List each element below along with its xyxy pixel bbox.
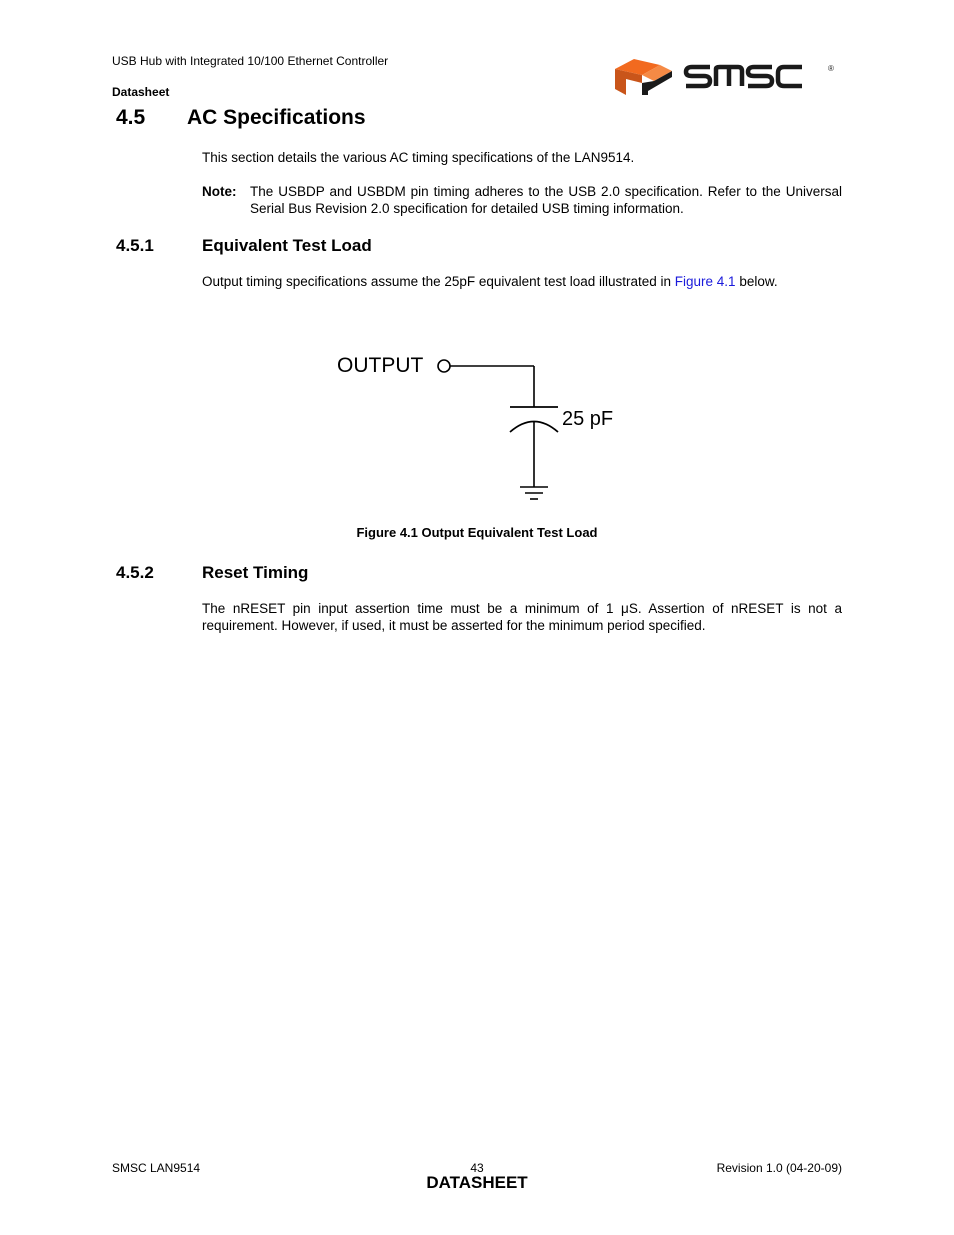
smsc-logo-icon xyxy=(612,55,837,97)
footer-page-number: 43 xyxy=(470,1161,484,1175)
doc-type: Datasheet xyxy=(112,85,170,99)
test-load-diagram xyxy=(330,345,630,510)
note-label: Note: xyxy=(202,184,237,199)
cap-label: 25 pF xyxy=(562,408,614,430)
sub1-title: Equivalent Test Load xyxy=(202,236,372,255)
figure-caption: Figure 4.1 Output Equivalent Test Load xyxy=(356,525,598,540)
output-label: OUTPUT xyxy=(337,354,424,377)
note-text: The USBDP and USBDM pin timing adheres to the USB 2.0 specification. Refer to the Universal Serial Bus Revision 2.0 specification for detailed USB timing information. xyxy=(250,184,842,216)
doc-title: USB Hub with Integrated 10/100 Ethernet Controller xyxy=(112,54,389,68)
sub1-paragraph xyxy=(202,273,842,290)
sub1-number: 4.5.1 xyxy=(116,236,154,255)
footer-left: SMSC LAN9514 xyxy=(112,1161,201,1175)
logo-registered-mark: ® xyxy=(828,64,834,73)
sub1-text-after: below. xyxy=(735,274,778,289)
sub2-number: 4.5.2 xyxy=(116,563,154,582)
section-title: AC Specifications xyxy=(187,106,366,129)
section-intro: This section details the various AC timing specifications of the LAN9514. xyxy=(202,150,635,165)
footer-datasheet: DATASHEET xyxy=(426,1173,528,1192)
sub2-paragraph: The nRESET pin input assertion time must be a minimum of 1 μS. Assertion of nRESET is not a requirement. However, if used, it must be asserted for the minimum period specified. xyxy=(202,601,842,633)
sub2-title: Reset Timing xyxy=(202,563,309,582)
sub1-text-before: Output timing specifications assume the 25pF equivalent test load illustrated in xyxy=(202,274,675,289)
output-node-circle xyxy=(438,360,450,372)
smsc-logo xyxy=(612,55,837,97)
footer-revision: Revision 1.0 (04-20-09) xyxy=(716,1161,842,1175)
figure-4-1-link[interactable]: Figure 4.1 xyxy=(674,274,736,289)
section-number: 4.5 xyxy=(116,106,146,129)
